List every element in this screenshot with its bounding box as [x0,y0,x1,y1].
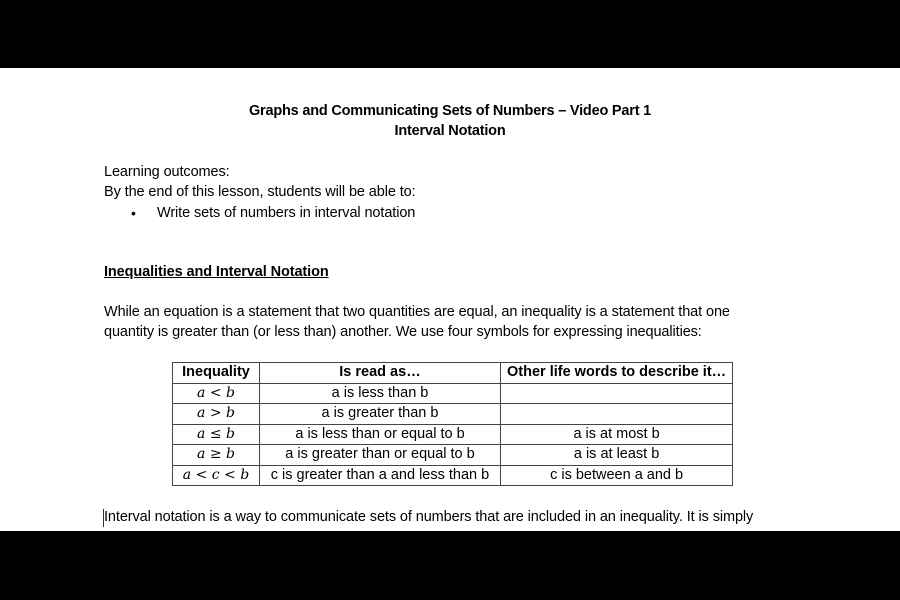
document-title: Graphs and Communicating Sets of Numbers – Video Part 1 [248,103,652,119]
letterbox-top [0,0,900,68]
paragraph-1-line-2: quantity is greater than (or less than) another. We use four symbols for expressing inequalities: [104,324,702,340]
document-page [0,68,900,531]
paragraph-1-line-1: While an equation is a statement that two quantities are equal, an inequality is a statement that one [104,304,730,320]
learning-outcomes-label: Learning outcomes: [104,164,230,180]
section-heading: Inequalities and Interval Notation [104,264,329,280]
table-cell: c is greater than a and less than b [260,465,501,486]
paragraph-2-line-1: Interval notation is a way to communicate sets of numbers that are included in an inequality. It is simply [104,509,754,525]
document-subtitle: Interval Notation [394,123,506,139]
inequality-table [172,362,733,486]
table-header: Other life words to describe it… [501,363,733,384]
table-cell: a ≥ b [173,445,260,466]
table-row [173,465,733,486]
intro-line: By the end of this lesson, students will be able to: [104,184,416,200]
table-cell [501,404,733,425]
table-cell: a is at most b [501,424,733,445]
table-cell: a < b [173,383,260,404]
table-cell: c is between a and b [501,465,733,486]
table-cell: a < c < b [173,465,260,486]
table-header: Inequality [173,363,260,384]
table-cell [501,383,733,404]
table-cell: a is greater than b [260,404,501,425]
table-row [173,445,733,466]
table-cell: a ≤ b [173,424,260,445]
table-cell: a > b [173,404,260,425]
table-cell: a is at least b [501,445,733,466]
table-row [173,424,733,445]
bullet-item: Write sets of numbers in interval notation [157,205,416,221]
letterbox-bottom [0,531,900,600]
table-header: Is read as… [260,363,501,384]
table-row [173,404,733,425]
table-row [173,383,733,404]
bullet-icon: • [131,205,136,221]
table-cell: a is less than or equal to b [260,424,501,445]
table-cell: a is less than b [260,383,501,404]
table-cell: a is greater than or equal to b [260,445,501,466]
table-header-row [173,363,733,384]
